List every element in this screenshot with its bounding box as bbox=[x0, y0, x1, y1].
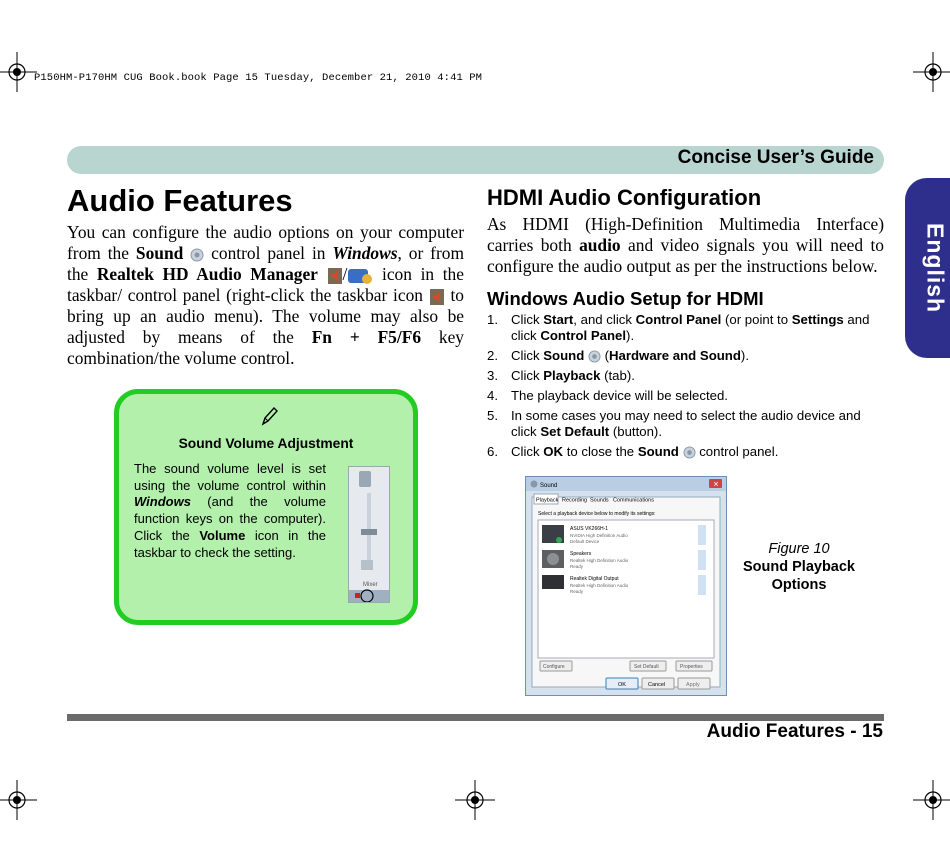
step-item: 2. Click Sound (Hardware and Sound). bbox=[487, 348, 749, 364]
tab-playback: Playback bbox=[536, 497, 559, 504]
hdmi-heading: HDMI Audio Configuration bbox=[487, 185, 762, 210]
pencil-icon bbox=[259, 406, 279, 428]
set-default-button: Set Default bbox=[634, 664, 659, 670]
tab-recording: Recording bbox=[562, 497, 588, 504]
setup-steps bbox=[487, 312, 887, 464]
registration-mark bbox=[0, 780, 37, 820]
svg-text:Ready: Ready bbox=[570, 564, 584, 569]
window-title: Sound bbox=[540, 483, 558, 489]
step-item: 5. In some cases you may need to select the audio device and click Set Default (button). bbox=[487, 408, 861, 440]
note-title: Sound Volume Adjustment bbox=[178, 436, 354, 451]
speaker-icon bbox=[327, 267, 343, 285]
tab-sounds: Sounds bbox=[590, 497, 609, 504]
hdmi-paragraph: As HDMI (High-Definition Multimedia Interface) carries both audio and video signals you will need to configure the audio output as per the instructions below. bbox=[487, 214, 885, 276]
step-item: 1. Click Start, and click Control Panel (or point to Settings and click Control Panel). bbox=[487, 312, 870, 344]
device-name: Speakers bbox=[570, 551, 592, 557]
svg-text:Mixer: Mixer bbox=[363, 582, 378, 588]
registration-mark bbox=[0, 52, 37, 92]
step-item: 6. Click OK to close the Sound control panel. bbox=[487, 444, 779, 460]
sound-dialog-screenshot bbox=[525, 476, 727, 696]
footer-bar bbox=[67, 714, 884, 721]
registration-mark bbox=[913, 780, 950, 820]
configure-button: Configure bbox=[543, 664, 565, 670]
step-item: 4. The playback device will be selected. bbox=[487, 388, 728, 404]
svg-text:Realtek High Definition Audio: Realtek High Definition Audio bbox=[570, 583, 629, 588]
svg-text:Ready: Ready bbox=[570, 589, 584, 594]
guide-title: Concise User’s Guide bbox=[677, 147, 874, 168]
cancel-button: Cancel bbox=[648, 682, 666, 688]
speaker-icon bbox=[429, 288, 445, 306]
note-box bbox=[114, 389, 418, 625]
apply-button: Apply bbox=[686, 682, 700, 688]
prompt-text: Select a playback device below to modify its settings: bbox=[538, 511, 656, 517]
sound-icon bbox=[588, 350, 601, 363]
setup-heading: Windows Audio Setup for HDMI bbox=[487, 288, 764, 309]
device-name: ASUS VK266H-1 bbox=[570, 526, 609, 532]
volume-control-screenshot bbox=[348, 466, 390, 603]
properties-button: Properties bbox=[680, 664, 703, 670]
sound-icon bbox=[683, 446, 696, 459]
figure-caption bbox=[736, 540, 862, 594]
ok-button: OK bbox=[618, 682, 626, 688]
svg-text:Default Device: Default Device bbox=[570, 539, 600, 544]
intro-paragraph: You can configure the audio options on your computer from the Sound control panel in Windows, or from the Realtek HD Audio Manager / icon in the taskbar/ control panel (right-click the taskbar icon to bring up an audio menu). The volume may also be adjusted by means of the Fn + F5/F6 key combination/the volume control. bbox=[67, 222, 464, 368]
language-tab-label: English bbox=[922, 222, 949, 314]
registration-mark bbox=[913, 52, 950, 92]
svg-text:NVIDIA High Definition Audio: NVIDIA High Definition Audio bbox=[570, 533, 628, 538]
section-heading: Audio Features bbox=[67, 183, 293, 218]
note-body: The sound volume level is set using the volume control within Windows (and the volume function keys on the computer). Click the Volume icon in the taskbar to check the setting. bbox=[134, 461, 326, 560]
page-footer: Audio Features - 15 bbox=[706, 721, 883, 742]
close-icon: ✕ bbox=[713, 481, 719, 489]
svg-text:Realtek High Definition Audio: Realtek High Definition Audio bbox=[570, 558, 629, 563]
tab-communications: Communications bbox=[613, 497, 654, 504]
realtek-hd-audio-manager-icon bbox=[347, 267, 373, 285]
print-header: P150HM-P170HM CUG Book.book Page 15 Tuesday, December 21, 2010 4:41 PM bbox=[34, 72, 483, 84]
step-item: 3. Click Playback (tab). bbox=[487, 368, 635, 384]
figure-title: Sound Playback Options bbox=[742, 559, 855, 593]
language-tab bbox=[905, 178, 950, 358]
figure-number: Figure 10 bbox=[768, 541, 830, 557]
device-name: Realtek Digital Output bbox=[570, 576, 619, 582]
sound-icon bbox=[190, 248, 204, 262]
registration-mark bbox=[455, 780, 495, 820]
